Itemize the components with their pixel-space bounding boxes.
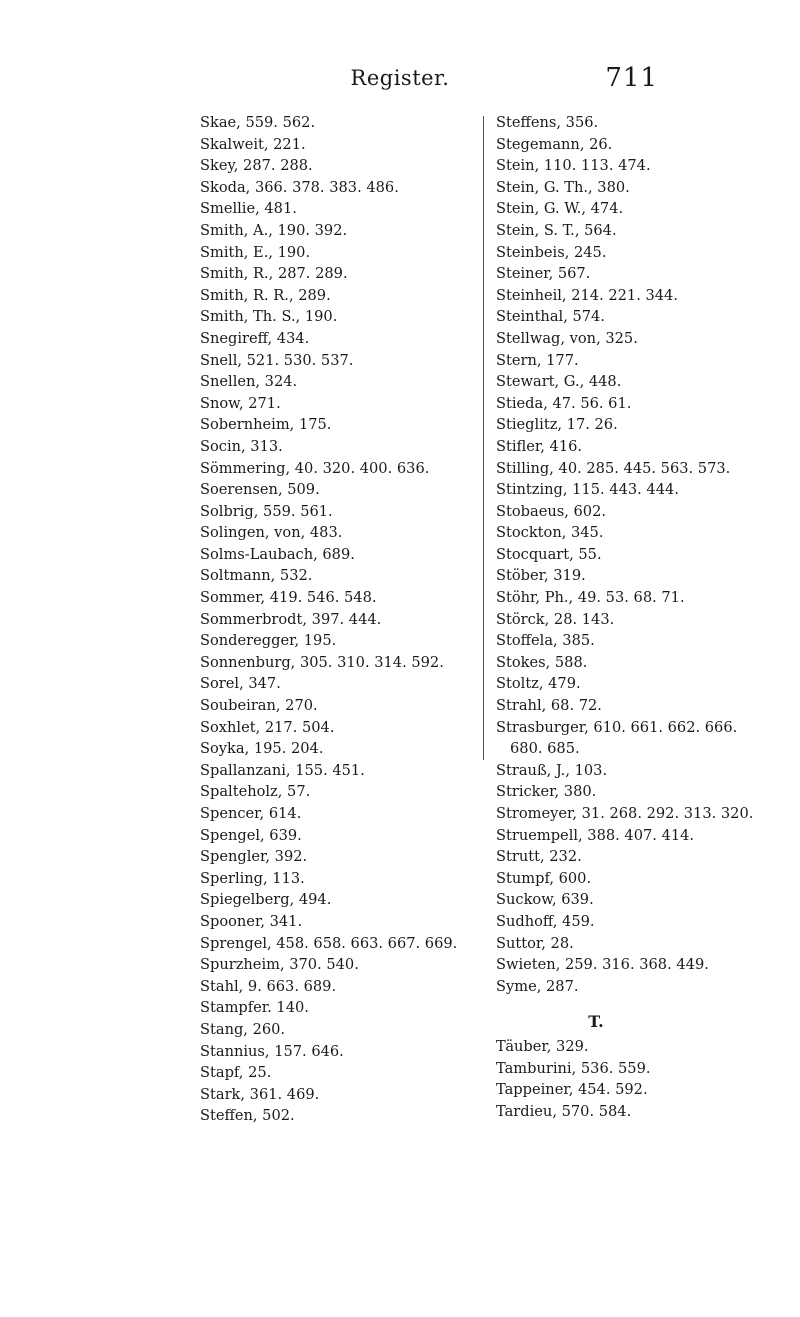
index-entry: Suckow, 639. <box>496 891 594 909</box>
index-entry: Störck, 28. 143. <box>496 610 615 628</box>
running-title: Register. <box>350 66 450 90</box>
index-entry: Strasburger, 610. 661. 662. 666. <box>496 718 738 736</box>
index-column-left <box>200 112 470 1127</box>
index-entry: Sommer, 419. 546. 548. <box>200 589 377 607</box>
index-entry: Soltmann, 532. <box>200 567 313 585</box>
index-entry: Sudhoff, 459. <box>496 912 595 930</box>
index-entry: Snell, 521. 530. 537. <box>200 351 354 369</box>
index-entry: Suttor, 28. <box>496 934 574 952</box>
index-entry: Solbrig, 559. 561. <box>200 502 333 520</box>
index-entry: Struempell, 388. 407. 414. <box>496 826 695 844</box>
index-entry: Sömmering, 40. 320. 400. 636. <box>200 459 430 477</box>
index-entry: Snow, 271. <box>200 394 281 412</box>
index-entry: Stricker, 380. <box>496 783 597 801</box>
index-entry: Stark, 361. 469. <box>200 1085 320 1103</box>
index-entry: Spencer, 614. <box>200 805 302 822</box>
index-entry: Stein, G. Th., 380. <box>496 178 630 196</box>
index-entry: Soubeiran, 270. <box>200 697 318 715</box>
index-entry-continuation: 680. 685. <box>510 740 580 758</box>
index-column-right <box>496 112 786 1122</box>
index-entry: Soyka, 195. 204. <box>200 740 324 758</box>
index-entry: Soerensen, 509. <box>200 481 320 499</box>
index-entry: Spooner, 341. <box>200 912 303 930</box>
index-entry: Stromeyer, 31. 268. 292. 313. 320. <box>496 805 754 822</box>
index-entry: Soxhlet, 217. 504. <box>200 718 335 736</box>
index-entry: Smith, Th. S., 190. <box>200 308 338 326</box>
index-entry: Stieglitz, 17. 26. <box>496 416 618 434</box>
index-entry: Skae, 559. 562. <box>200 114 316 131</box>
index-entry: Spallanzani, 155. 451. <box>200 761 365 779</box>
section-letter-heading: T. <box>588 1012 604 1032</box>
index-entry: Strauß, J., 103. <box>496 761 608 779</box>
index-entry: Steinbeis, 245. <box>496 243 607 261</box>
index-entry: Tamburini, 536. 559. <box>496 1059 651 1077</box>
index-entry: Sonderegger, 195. <box>200 632 337 650</box>
index-entry: Stifler, 416. <box>496 437 583 455</box>
index-entry: Stöber, 319. <box>496 567 586 585</box>
index-entry: Stobaeus, 602. <box>496 502 606 520</box>
index-entry: Syme, 287. <box>496 977 579 995</box>
index-entry: Snegireff, 434. <box>200 329 310 347</box>
page-header <box>0 63 800 100</box>
index-entry: Sonnenburg, 305. 310. 314. 592. <box>200 653 444 671</box>
index-entry: Steinheil, 214. 221. 344. <box>496 286 678 304</box>
index-entry: Stahl, 9. 663. 689. <box>200 977 337 995</box>
index-entry: Steffen, 502. <box>200 1107 295 1125</box>
index-entry: Sommerbrodt, 397. 444. <box>200 610 382 628</box>
index-entry: Skalweit, 221. <box>200 135 306 153</box>
index-entry: Smith, R., 287. 289. <box>200 265 348 283</box>
index-entry: Stampfer. 140. <box>200 999 309 1017</box>
index-entry: Stocquart, 55. <box>496 545 602 563</box>
index-entry: Tappeiner, 454. 592. <box>496 1081 648 1099</box>
index-entry: Stilling, 40. 285. 445. 563. 573. <box>496 459 731 477</box>
index-entry: Stewart, G., 448. <box>496 373 622 391</box>
index-entry: Stöhr, Ph., 49. 53. 68. 71. <box>496 589 685 607</box>
index-entry: Stapf, 25. <box>200 1064 272 1082</box>
index-entry: Strutt, 232. <box>496 848 582 866</box>
index-entry: Steiner, 567. <box>496 265 591 283</box>
index-entry: Stokes, 588. <box>496 653 588 671</box>
index-entry: Stegemann, 26. <box>496 135 613 153</box>
index-entry: Stockton, 345. <box>496 524 604 542</box>
index-entry: Skey, 287. 288. <box>200 157 313 175</box>
index-entry: Stieda, 47. 56. 61. <box>496 394 632 412</box>
index-entry: Strahl, 68. 72. <box>496 697 602 715</box>
index-entry: Smith, E., 190. <box>200 243 311 261</box>
index-entry: Smellie, 481. <box>200 200 297 218</box>
index-entry: Sprengel, 458. 658. 663. 667. 669. <box>200 934 458 952</box>
index-entry: Stoltz, 479. <box>496 675 581 693</box>
index-entry: Spiegelberg, 494. <box>200 891 332 909</box>
index-entry: Sperling, 113. <box>200 869 305 887</box>
index-entry: Solingen, von, 483. <box>200 524 343 542</box>
index-entry: Sobernheim, 175. <box>200 416 332 434</box>
index-entry: Spurzheim, 370. 540. <box>200 956 359 974</box>
index-entry: Spalteholz, 57. <box>200 783 311 801</box>
index-entry: Snellen, 324. <box>200 373 298 391</box>
index-entry: Stein, 110. 113. 474. <box>496 157 651 175</box>
index-entry: Stein, G. W., 474. <box>496 200 624 218</box>
index-entry: Solms-Laubach, 689. <box>200 545 355 563</box>
index-entry: Steffens, 356. <box>496 114 599 131</box>
index-entry: Swieten, 259. 316. 368. 449. <box>496 956 709 974</box>
index-entry: Steinthal, 574. <box>496 308 605 326</box>
index-entry: Stein, S. T., 564. <box>496 221 617 239</box>
index-entry: Täuber, 329. <box>496 1037 589 1055</box>
index-entry: Socin, 313. <box>200 437 283 455</box>
index-entry: Stern, 177. <box>496 351 579 369</box>
index-entry: Tardieu, 570. 584. <box>496 1102 632 1120</box>
index-entry: Stellwag, von, 325. <box>496 329 638 347</box>
page-number: 711 <box>605 63 658 93</box>
column-divider <box>483 116 484 760</box>
index-entry: Spengler, 392. <box>200 848 308 866</box>
index-entry: Spengel, 639. <box>200 826 302 844</box>
index-entry: Stintzing, 115. 443. 444. <box>496 481 679 499</box>
index-entry: Smith, R. R., 289. <box>200 286 331 304</box>
index-entry: Stang, 260. <box>200 1020 286 1038</box>
index-entry: Smith, A., 190. 392. <box>200 221 348 239</box>
index-entry: Skoda, 366. 378. 383. 486. <box>200 178 399 196</box>
index-entry: Stumpf, 600. <box>496 869 592 887</box>
index-entry: Sorel, 347. <box>200 675 281 693</box>
index-entry: Stoffela, 385. <box>496 632 595 650</box>
index-entry: Stannius, 157. 646. <box>200 1042 344 1060</box>
